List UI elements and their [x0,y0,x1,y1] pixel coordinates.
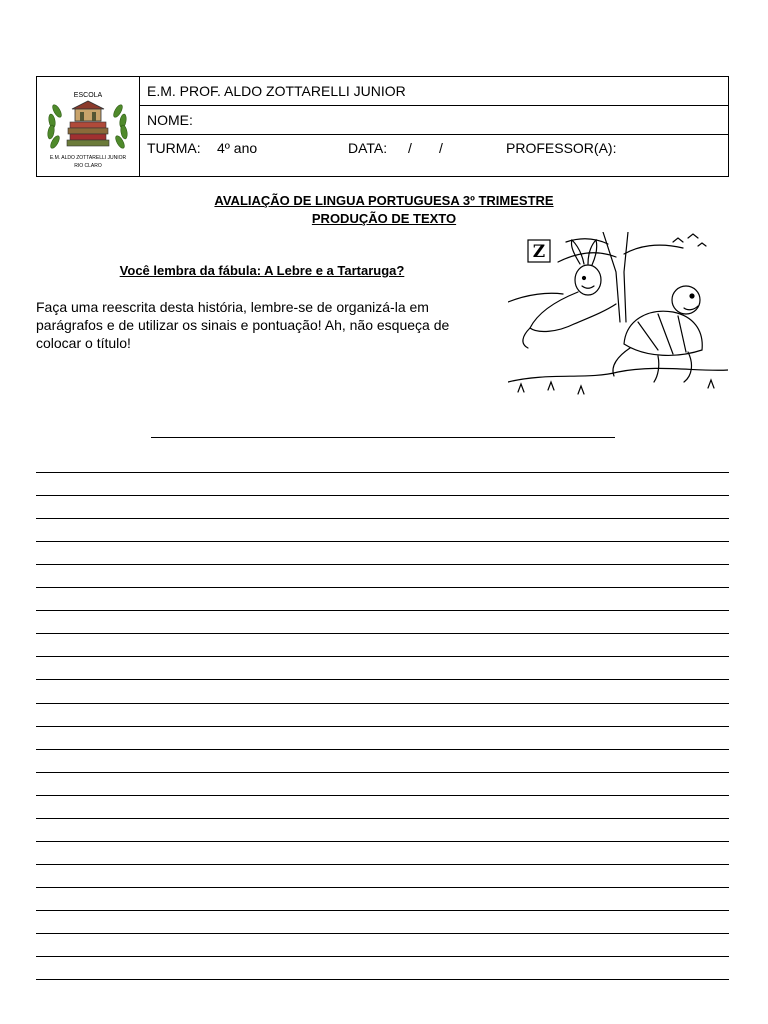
writing-line[interactable] [36,587,729,588]
class-label: TURMA: [147,140,201,156]
writing-line[interactable] [36,887,729,888]
writing-line[interactable] [36,472,729,473]
writing-line[interactable] [36,726,729,727]
writing-line[interactable] [36,933,729,934]
instruction-text: Faça uma reescrita desta história, lembre-se de organizá-la em parágrafos e de utilizar os sinais e pontuação! Ah, não esqueça de colocar o título! [36,299,450,351]
writing-line[interactable] [36,772,729,773]
name-row[interactable] [140,106,728,135]
assessment-subtitle: PRODUÇÃO DE TEXTO [311,211,457,226]
school-logo [37,77,138,176]
writing-line[interactable] [36,841,729,842]
fable-question: Você lembra da fábula: A Lebre e a Tartaruga? [119,263,405,278]
date-separator-1: / [408,140,412,156]
school-name-row [140,77,728,106]
writing-line[interactable] [36,564,729,565]
writing-line[interactable] [36,541,729,542]
writing-line[interactable] [36,979,729,980]
writing-line[interactable] [36,956,729,957]
writing-line[interactable] [36,818,729,819]
writing-line[interactable] [36,656,729,657]
writing-line[interactable] [36,518,729,519]
writing-line[interactable] [36,910,729,911]
writing-line[interactable] [36,610,729,611]
teacher-label: PROFESSOR(A): [506,140,617,156]
story-title-line[interactable] [151,437,615,438]
sleep-z-letter: Z [532,242,546,262]
writing-line[interactable] [36,679,729,680]
date-label: DATA: [348,140,388,156]
writing-line[interactable] [36,795,729,796]
school-name: E.M. PROF. ALDO ZOTTARELLI JUNIOR [147,83,406,99]
class-value: 4º ano [217,140,258,156]
writing-line[interactable] [36,749,729,750]
writing-line[interactable] [36,633,729,634]
writing-line[interactable] [36,495,729,496]
school-logo-cell [37,77,140,176]
class-date-teacher-row [140,135,728,177]
header-table [36,76,729,177]
writing-line[interactable] [36,864,729,865]
assessment-title: AVALIAÇÃO DE LINGUA PORTUGUESA 3º TRIMESTRE [214,193,554,208]
logo-top-text: ESCOLA [73,92,103,99]
name-label: NOME: [147,112,193,128]
logo-bottom-text-2: RIO CLARO [74,163,102,169]
hare-and-tortoise-illustration [508,232,728,400]
logo-bottom-text-1: E.M. ALDO ZOTTARELLI JUNIOR [49,155,127,161]
date-separator-2: / [439,140,443,156]
writing-line[interactable] [36,703,729,704]
